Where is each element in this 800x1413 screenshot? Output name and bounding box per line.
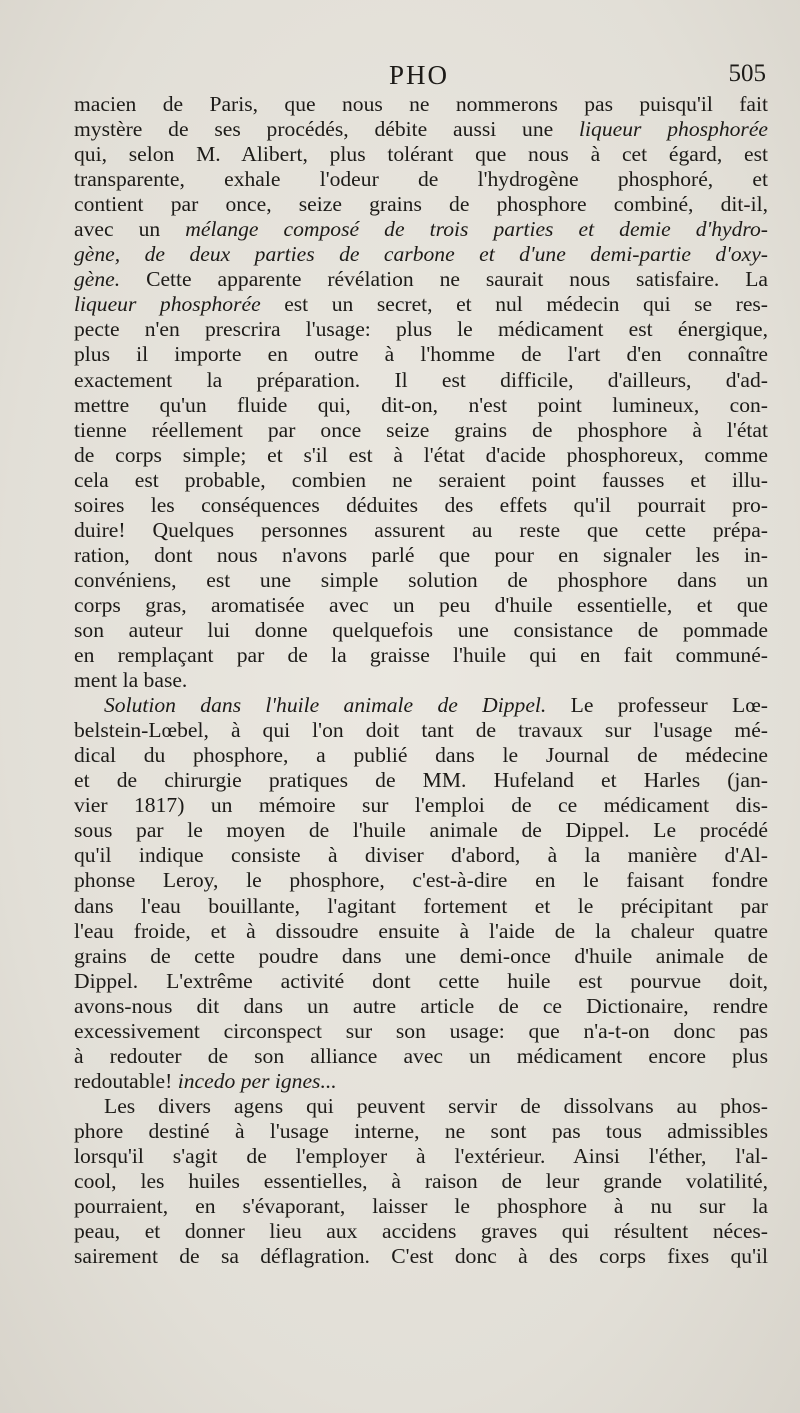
text-segment: dical du phosphore, a publié dans le Journal de médecine xyxy=(74,743,768,768)
text-segment: Le professeur Lœ- xyxy=(546,693,768,718)
text-segment: son auteur lui donne quelquefois une consistance de pommade xyxy=(74,617,768,642)
text-segment: duire! Quelques personnes assurent au reste que cette prépa- xyxy=(74,517,768,542)
text-line xyxy=(74,718,768,743)
text-segment: tienne réellement par once seize grains de phosphore à l'état xyxy=(74,417,768,442)
running-head-title: PHO xyxy=(388,60,449,90)
text-line xyxy=(74,418,768,443)
italic-text: Solution dans l'huile animale de Dippel. xyxy=(104,693,547,718)
text-segment: peau, et donner lieu aux accidens graves qui résultent néces- xyxy=(74,1219,768,1244)
text-line xyxy=(74,743,768,768)
text-line xyxy=(74,969,768,994)
text-segment: de corps simple; et s'il est à l'état d'acide phosphoreux, comme xyxy=(74,442,768,467)
text-line xyxy=(74,443,768,468)
text-segment: redoutable! xyxy=(74,1068,178,1093)
text-line xyxy=(74,217,768,242)
text-segment: sairement de sa déflagration. C'est donc à des corps fixes qu'il xyxy=(74,1244,768,1269)
text-segment: l'eau froide, et à dissoudre ensuite à l'aide de la chaleur quatre xyxy=(74,918,768,943)
text-line xyxy=(74,994,768,1019)
text-segment: avons-nous dit dans un autre article de ce Dictionaire, rendre xyxy=(74,993,768,1018)
italic-text: liqueur phosphorée xyxy=(579,117,768,142)
text-line xyxy=(74,894,768,919)
text-line xyxy=(74,117,768,142)
text-segment: vier 1817) un mémoire sur l'emploi de ce médicament dis- xyxy=(74,793,768,818)
text-segment: Dippel. L'extrême activité dont cette huile est pourvue doit, xyxy=(74,968,768,993)
text-line xyxy=(74,468,768,493)
text-segment: cool, les huiles essentielles, à raison de leur grande volatilité, xyxy=(74,1169,768,1194)
text-line xyxy=(74,1119,768,1144)
text-line xyxy=(74,668,768,693)
text-segment: belstein-Lœbel, à qui l'on doit tant de travaux sur l'usage mé- xyxy=(74,718,768,743)
text-line xyxy=(74,267,768,292)
text-segment: phonse Leroy, le phosphore, c'est-à-dire en le faisant fondre xyxy=(74,868,768,893)
text-line xyxy=(74,768,768,793)
text-segment: est un secret, et nul médecin qui se res- xyxy=(260,292,768,317)
text-line xyxy=(74,693,768,718)
text-segment: excessivement circonspect sur son usage: que n'a-t-on donc pas xyxy=(74,1018,768,1043)
italic-text: gène. xyxy=(74,267,121,292)
text-line xyxy=(74,919,768,944)
text-line xyxy=(74,1219,768,1244)
text-segment: pecte n'en prescrira l'usage: plus le médicament est énergique, xyxy=(74,317,768,342)
text-segment: qu'il indique consiste à diviser d'abord, à la manière d'Al- xyxy=(74,843,768,868)
text-line xyxy=(74,317,768,342)
text-segment: plus il importe en outre à l'homme de l'art d'en connaître xyxy=(74,342,768,367)
text-line xyxy=(74,242,768,267)
text-line xyxy=(74,543,768,568)
italic-text: liqueur phosphorée xyxy=(74,292,261,317)
text-line xyxy=(74,1044,768,1069)
text-segment: dans l'eau bouillante, l'agitant fortement et le précipitant par xyxy=(74,893,768,918)
text-segment: convéniens, est une simple solution de phosphore dans un xyxy=(74,567,768,592)
text-segment: mystère de ses procédés, débite aussi une xyxy=(74,117,580,142)
text-segment: mettre qu'un fluide qui, dit-on, n'est point lumineux, con- xyxy=(74,392,768,417)
text-line xyxy=(74,1094,768,1119)
text-line xyxy=(74,342,768,367)
page-number: 505 xyxy=(728,60,766,87)
text-segment: à redouter de son alliance avec un médicament encore plus xyxy=(74,1043,768,1068)
text-line xyxy=(74,1194,768,1219)
text-line xyxy=(74,818,768,843)
text-line xyxy=(74,167,768,192)
text-line xyxy=(74,493,768,518)
text-line xyxy=(74,1069,768,1094)
text-line xyxy=(74,643,768,668)
text-line xyxy=(74,518,768,543)
text-line xyxy=(74,593,768,618)
text-segment: transparente, exhale l'odeur de l'hydrogène phosphoré, et xyxy=(74,167,768,192)
text-segment: en remplaçant par de la graisse l'huile qui en fait communé- xyxy=(74,643,768,668)
text-segment: Les divers agens qui peuvent servir de dissolvans au phos- xyxy=(104,1093,768,1118)
text-line xyxy=(74,568,768,593)
text-segment: et de chirurgie pratiques de MM. Hufeland et Harles (jan- xyxy=(74,768,768,793)
text-segment: ration, dont nous n'avons parlé que pour en signaler les in- xyxy=(74,542,768,567)
text-segment: macien de Paris, que nous ne nommerons pas puisqu'il fait xyxy=(74,92,768,116)
text-line xyxy=(74,1144,768,1169)
italic-text: mélange composé de trois parties et demie d'hydro- xyxy=(185,217,768,242)
text-segment: exactement la préparation. Il est difficile, d'ailleurs, d'ad- xyxy=(74,367,768,392)
text-segment: soires les conséquences déduites des effets qu'il pourrait pro- xyxy=(74,492,768,517)
italic-text: gène, de deux parties de carbone et d'une demi-partie d'oxy- xyxy=(74,242,768,267)
text-line xyxy=(74,618,768,643)
text-segment: lorsqu'il s'agit de l'employer à l'extérieur. Ainsi l'éther, l'al- xyxy=(74,1143,768,1168)
running-head xyxy=(72,60,766,94)
text-segment: corps gras, aromatisée avec un peu d'huile essentielle, et que xyxy=(74,592,768,617)
text-line xyxy=(74,1244,768,1269)
text-line xyxy=(74,192,768,217)
text-line xyxy=(74,92,768,117)
text-segment: phore destiné à l'usage interne, ne sont pas tous admissibles xyxy=(74,1118,768,1143)
italic-text: incedo per ignes... xyxy=(177,1068,337,1093)
text-segment: pourraient, en s'évaporant, laisser le phosphore à nu sur la xyxy=(74,1194,768,1219)
text-line xyxy=(74,944,768,969)
text-segment: cela est probable, combien ne seraient point fausses et illu- xyxy=(74,467,768,492)
text-segment: sous par le moyen de l'huile animale de Dippel. Le procédé xyxy=(74,818,768,843)
text-segment: ment la base. xyxy=(74,668,188,693)
text-segment: grains de cette poudre dans une demi-once d'huile animale de xyxy=(74,943,768,968)
text-segment: Cette apparente révélation ne saurait nous satisfaire. La xyxy=(120,267,768,292)
text-line xyxy=(74,1019,768,1044)
text-segment: avec un xyxy=(74,217,186,242)
text-line xyxy=(74,142,768,167)
text-line xyxy=(74,1169,768,1194)
text-line xyxy=(74,393,768,418)
text-line xyxy=(74,868,768,893)
text-line xyxy=(74,368,768,393)
text-segment: contient par once, seize grains de phosphore combiné, dit-il, xyxy=(74,192,768,217)
text-line xyxy=(74,793,768,818)
text-line xyxy=(74,843,768,868)
body-text xyxy=(74,92,768,1269)
text-segment: qui, selon M. Alibert, plus tolérant que nous à cet égard, est xyxy=(74,142,768,167)
text-line xyxy=(74,292,768,317)
